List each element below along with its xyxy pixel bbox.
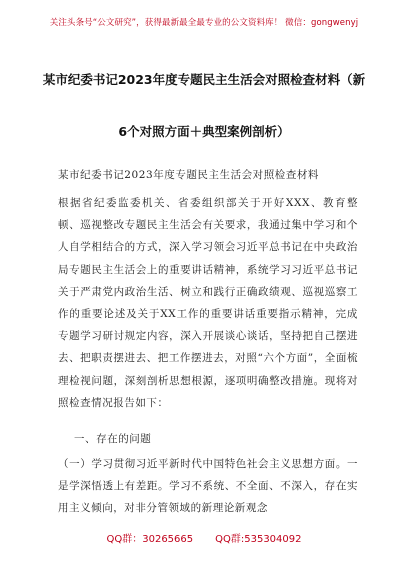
document-title-line2: 6个对照方面＋典型案例剖析） [118, 124, 290, 139]
section-heading: 一、存在的问题 [74, 433, 152, 445]
document-title-line1: 某市纪委书记2023年度专题民主生活会对照检查材料（新 [42, 72, 366, 87]
top-banner [0, 0, 408, 44]
intro-paragraph: 根据省纪委监委机关、省委组织部关于开好XXX、教育整顿、巡视整改专题民主生活会有关要求，我通过集中学习和个人自学相结合的方式，深入学习领会习近平总书记在中央政治局专题民主生活会上的重要讲话精神，系统学习习近平总书记关于严肃党内政治生活、树立和践行正确政绩观、巡视巡察工作的重要论述及关于XX工作的重要讲话重要指示精神，完成专题学习研讨规定内容，深入开展谈心谈话，坚持把自己摆进去、把职责摆进去、把工作摆进去，对照“六个方面”，全面梳理检视问题，深刻剖析思想根源，逐项明确整改措施。现将对照检查情况报告如下： [58, 197, 358, 409]
banner-text: 关注头条号“公文研究”，获得最新最全最专业的公文资料库！ 微信：gongwenyj [49, 18, 359, 28]
document-heading: 某市纪委书记2023年度专题民主生活会对照检查材料 [58, 169, 319, 181]
section-paragraph: （一）学习贯彻习近平新时代中国特色社会主义思想方面。一是学深悟透上有差距。学习不系统、不全面、不深入，存在实用主义倾向，对非分管领域的新理论新观念 [58, 458, 358, 515]
footer-qq-group-1: QQ群：30265665 [106, 534, 194, 545]
footer-qq-group-2: QQ群:535304092 [215, 534, 302, 545]
footer [0, 530, 408, 554]
